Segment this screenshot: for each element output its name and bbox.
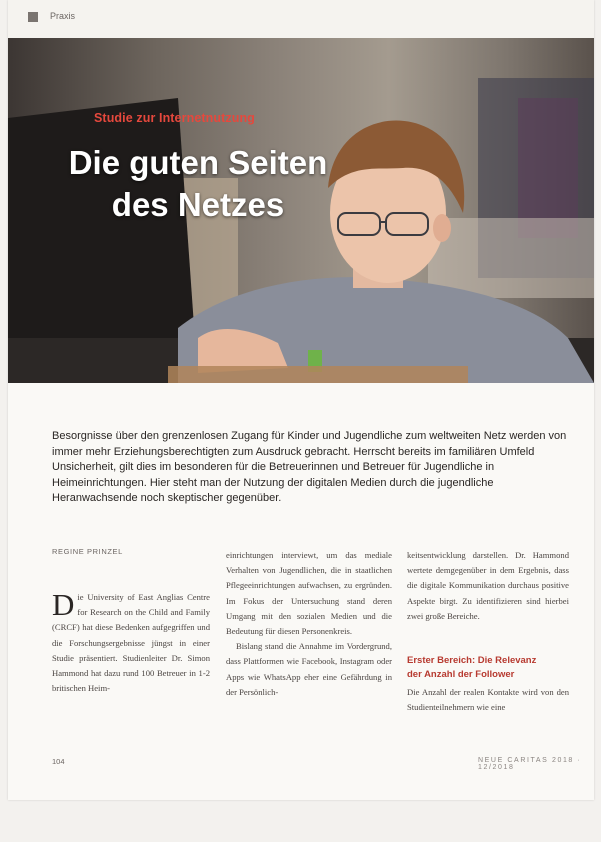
drop-cap: D: [52, 587, 75, 622]
magazine-page: [8, 0, 594, 800]
body-paragraph: Die Anzahl der realen Kontakte wird von den Studienteilnehmern wie eine: [407, 687, 569, 713]
body-column-1: [52, 587, 210, 696]
subheading-line-1: Erster Bereich: Die Relevanz: [407, 655, 537, 667]
body-column-1-text: ie University of East Anglias Centre for Research on the Child and Family (CRCF) hat diese Bedenken aufgegriffen und die Forschungsergebnisse jüngst in einer Studie präsentiert. Studienleiter Dr. Simon Hammond hat dazu rund 100 Betreuer in 1-2 britischen Heim-: [52, 592, 210, 694]
hero-photo: [8, 38, 594, 383]
body-column-2: [226, 548, 392, 700]
body-paragraph: keitsentwicklung darstellen. Dr. Hammond wertete demgegenüber in dem Ergebnis, dass die digitale Kommunikation durchaus positive Aspekte birgt. Zu identifizieren sind hierbei zwei große Bereiche.: [407, 550, 569, 621]
page-number: 104: [52, 757, 65, 766]
body-paragraph: einrichtungen interviewt, um das mediale Verhalten von Jugendlichen, die in staatlichen Pflegeeinrichtungen aufwachsen, zu ergründen. Im Fokus der Untersuchung stand deren Umgang mit den sozialen Medien und die Bedeutung für diesen Personenkreis.: [226, 550, 392, 637]
magazine-footer: NEUE CARITAS 2018 · 12/2018: [478, 757, 582, 771]
article-kicker: Studie zur Internetnutzung: [94, 111, 255, 125]
author-byline: REGINE PRINZEL: [52, 547, 123, 556]
section-label: Praxis: [50, 11, 76, 21]
article-title-line-2: des Netzes: [111, 186, 285, 223]
body-column-3: [407, 548, 569, 715]
subheading-line-2: der Anzahl der Follower: [407, 669, 515, 681]
section-header: [8, 0, 594, 38]
lead-paragraph: Besorgnisse über den grenzenlosen Zugang für Kinder und Jugendliche zum weltweiten Netz werden von immer mehr Erziehungsberechtigten zum Ausdruck gebracht. Herrscht bereits im familiären Umfeld Unsicherheit, gilt dies im besonderen für die Betreuerinnen und Betreuer für Jugendliche in Heimeinrichtungen. Hier steht man der Nutzung der digitalen Medien durch die jugendliche Heranwachsende noch skeptischer gegenüber.: [52, 430, 567, 504]
section-square-icon: [28, 12, 38, 22]
section-subheading: [407, 654, 569, 682]
body-paragraph: Bislang stand die Annahme im Vordergrund, dass Plattformen wie Facebook, Instagram oder Apps wie WhatsApp eher eine Gefährdung in der Persönlich-: [226, 641, 392, 697]
article-title-line-1: Die guten Seiten: [68, 144, 328, 181]
article-title: [48, 142, 348, 226]
